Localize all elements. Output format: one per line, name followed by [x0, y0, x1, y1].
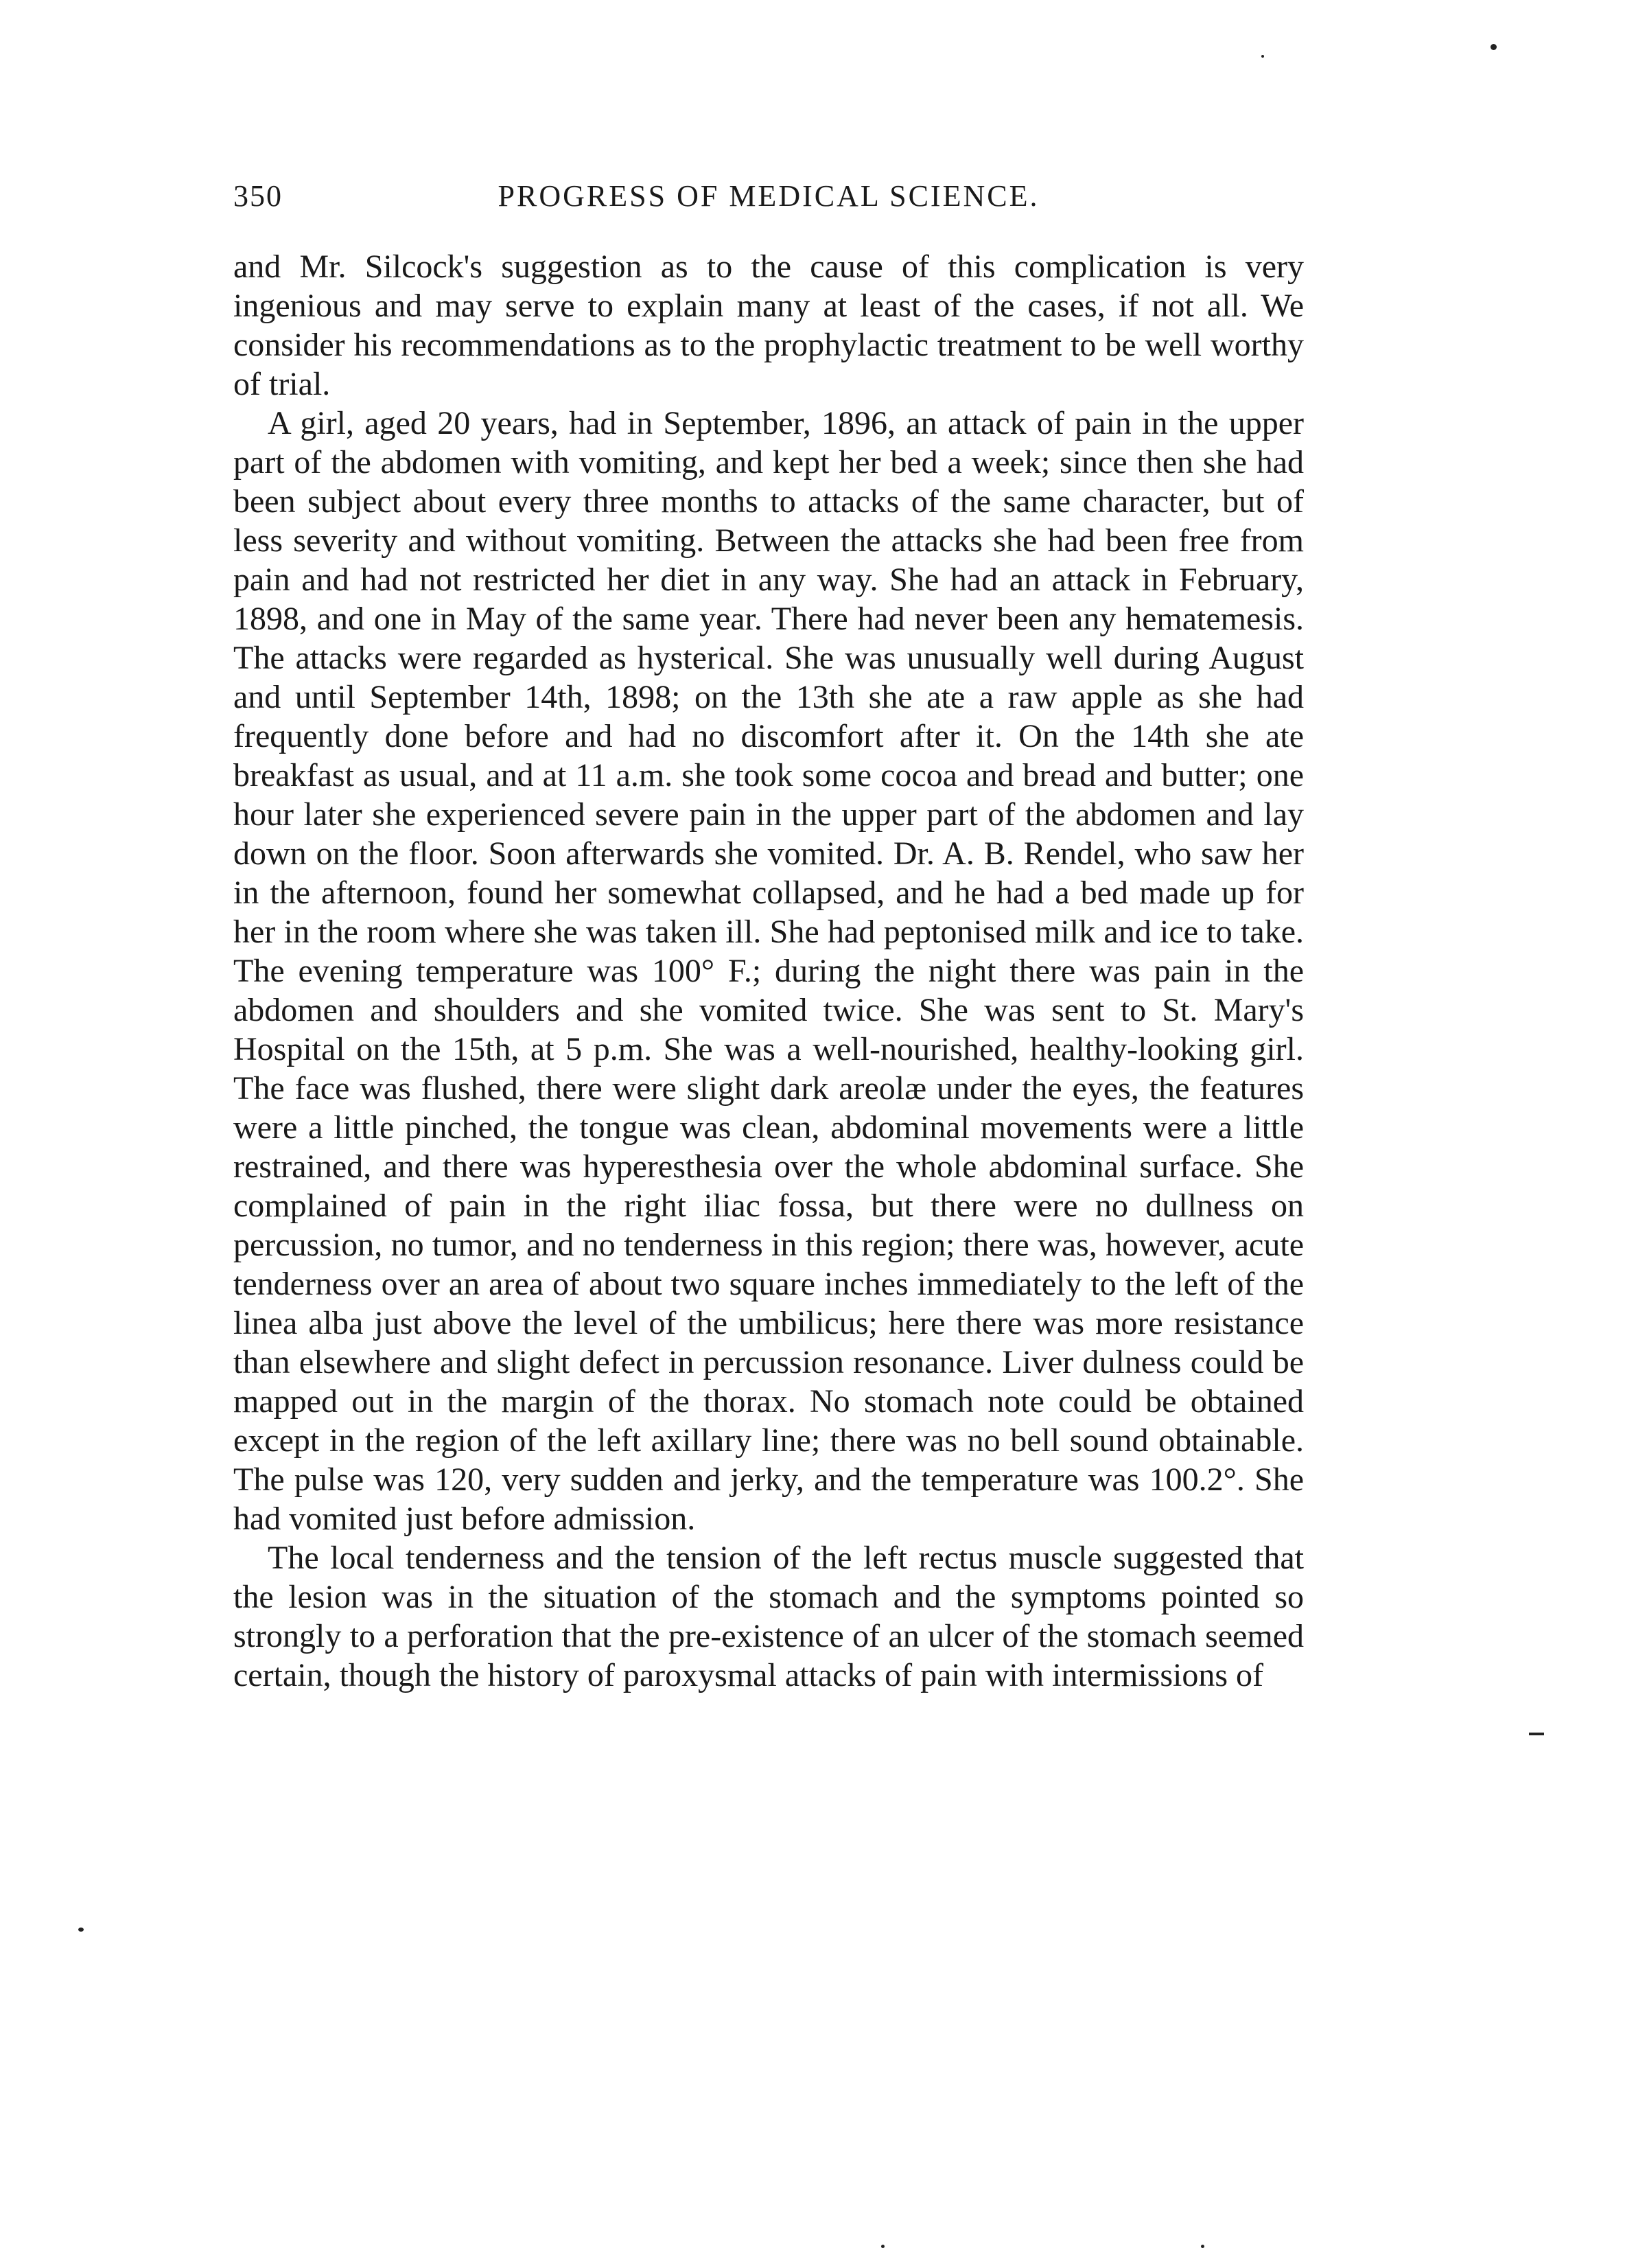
page-number: 350 — [233, 179, 283, 213]
scan-speck — [1261, 55, 1264, 58]
scan-speck — [881, 2245, 885, 2248]
body-text — [233, 247, 1304, 1695]
paragraph-case-history: A girl, aged 20 years, had in September, 1896, an attack of pain in the upper part of the abdomen with vomiting, and kept her bed a week; since then she had been subject about every three months to attacks of the same character, but of less severity and without vomiting. Between the attacks she had been free from pain and had not restricted her diet in any way. She had an attack in February, 1898, and one in May of the same year. There had never been any hematemesis. The attacks were regarded as hysterical. She was unusually well during August and until September 14th, 1898; on the 13th she ate a raw apple as she had frequently done before and had no discomfort after it. On the 14th she ate breakfast as usual, and at 11 a.m. she took some cocoa and bread and butter; one hour later she experienced severe pain in the upper part of the abdomen and lay down on the floor. Soon afterwards she vomited. Dr. A. B. Rendel, who saw her in the afternoon, found her somewhat collapsed, and he had a bed made up for her in the room where she was taken ill. She had peptonised milk and ice to take. The evening temperature was 100° F.; during the night there was pain in the abdomen and shoulders and she vomited twice. She was sent to St. Mary's Hospital on the 15th, at 5 p.m. She was a well-nourished, healthy-looking girl. The face was flushed, there were slight dark areolæ under the eyes, the features were a little pinched, the tongue was clean, abdominal movements were a little restrained, and there was hyperesthesia over the whole abdominal surface. She complained of pain in the right iliac fossa, but there were no dullness on percussion, no tumor, and no tenderness in this region; there was, however, acute tenderness over an area of about two square inches immediately to the left of the linea alba just above the level of the umbilicus; here there was more resistance than elsewhere and slight defect in percussion resonance. Liver dulness could be mapped out in the margin of the thorax. No stomach note could be obtained except in the region of the left axillary line; there was no bell sound obtainable. The pulse was 120, very sudden and jerky, and the temperature was 100.2°. She had vomited just before admission. — [233, 405, 1304, 1537]
scan-speck — [1491, 44, 1497, 50]
scan-speck — [1201, 2245, 1204, 2248]
paragraph-diagnosis: The local tenderness and the tension of the left rectus muscle suggested that the lesion was in the situation of the stomach and the symptoms pointed so strongly to a perforation that the pre-existence of an ulcer of the stomach seemed certain, though the history of paroxysmal attacks of pain with intermissions of — [233, 1540, 1304, 1693]
book-page — [233, 178, 1304, 1695]
paragraph-continuation: and Mr. Silcock's suggestion as to the cause of this complication is very ingenious and may serve to explain many at least of the cases, if not all. We consider his recommendations as to the prophylactic treatment to be well worthy of trial. — [233, 248, 1304, 402]
scan-mark — [1529, 1733, 1544, 1735]
running-title: PROGRESS OF MEDICAL SCIENCE. — [498, 179, 1040, 213]
running-head — [233, 178, 1304, 227]
scan-speck — [78, 1928, 84, 1932]
